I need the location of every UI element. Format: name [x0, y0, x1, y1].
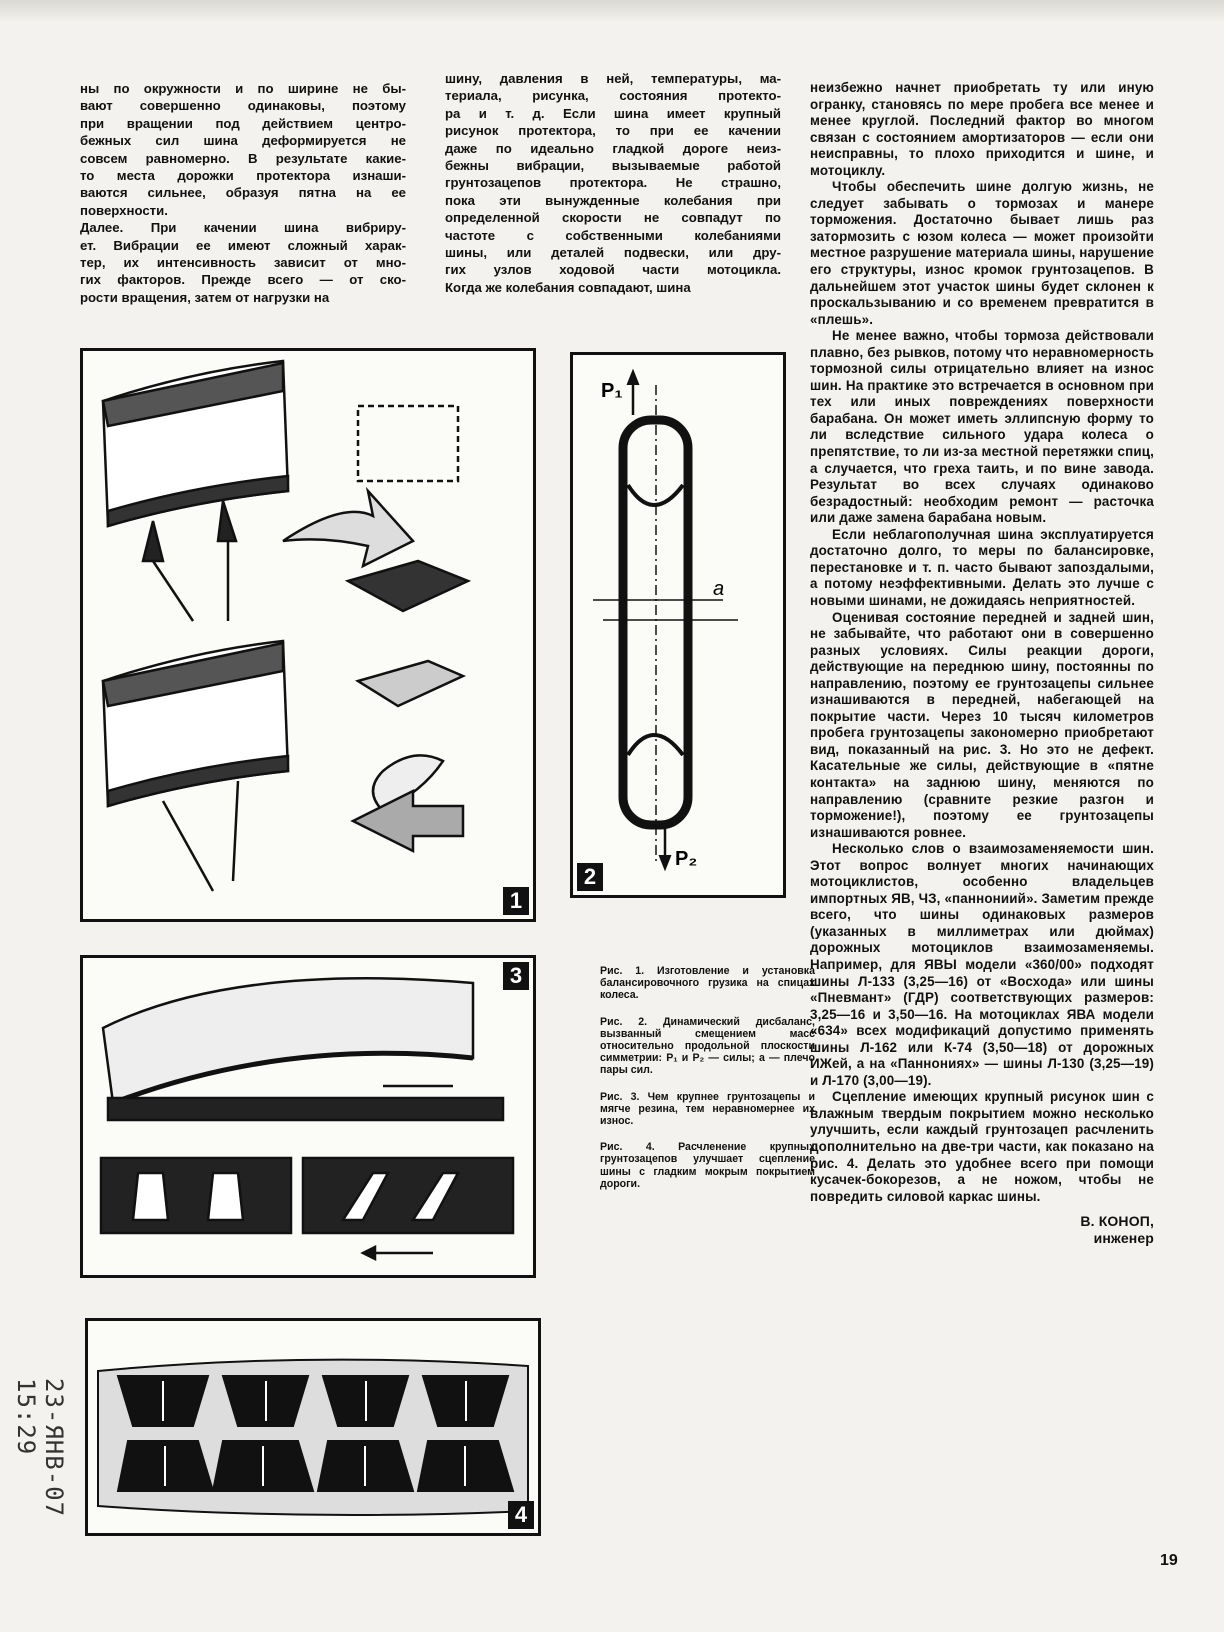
paragraph: Чтобы обеспечить шине долгую жизнь, не следует забывать о тормозах и манере торможения. Достаточно бывает лишь раз затормозить с юзом колеса — может произойти местное разрушение материала шины, нарушение его структуры, износ кромок грунтозацепов. В дальнейшем этот участок шины будет склонен к проскальзыванию и со временем превратится в «плешь». — [810, 179, 1154, 327]
figure-2 — [570, 352, 786, 898]
caption-fig-3: Рис. 3. Чем крупнее грунтозацепы и мягче резина, тем неравномернее их износ. — [600, 1090, 815, 1128]
figure-1 — [80, 348, 536, 922]
text-line: шины, или деталей подвески, или дру- — [445, 245, 781, 261]
text-line: грунтозацепов протектора. Не страшно, — [445, 175, 781, 191]
arm-a-label: a — [713, 578, 725, 600]
author-title: инженер — [1093, 1230, 1154, 1247]
text-line: ра и т. д. Если шина имеет крупный — [445, 105, 781, 121]
force-p1-label: P₁ — [601, 380, 623, 402]
text-line: рисунок протектора, то при ее качении — [445, 123, 781, 139]
caption-fig-2: Рис. 2. Динамический дисбаланс, вызванный смещением масс относительно продольной плоскости симметрии: P₁ и P₂ — силы; а — плечо пары сил. — [600, 1015, 815, 1077]
figure-4 — [85, 1318, 541, 1536]
text-line: даже по идеально гладкой дороге неиз- — [445, 140, 781, 156]
figure-1-drawing — [83, 351, 533, 919]
paragraph: Если неблагополучная шина эксплуатируется достаточно долго, то меры по балансировке, перестановке и т. п. часто бывают запоздалыми, а потому неэффективными. Делать это лучше с новыми шинами, не дожидаясь неприятностей. — [810, 526, 1154, 608]
date-stamp: 23-ЯНВ-07 15:29 — [12, 1378, 68, 1518]
figure-number: 1 — [503, 887, 529, 915]
text-line: тер, их интенсивность зависит от мно- — [80, 255, 406, 271]
text-column-1 — [80, 80, 406, 306]
figure-3-drawing — [83, 958, 533, 1275]
text-line: частоте с собственными колебаниями — [445, 227, 781, 243]
figure-4-drawing — [88, 1321, 538, 1533]
paragraph: Оценивая состояние передней и задней шин, не забывайте, что работают они в совершенно разных условиях. Силы реакции дороги, действующие на переднюю шину, постоянны по направлению, поэтому ее грунтозацепы сильнее изнашиваются в передней, набегающей на покрытие части. Через 10 тысяч километров пробега грунтозацепы закономерно приобретают вид, показанный на рис. 3. Но это не дефект. Касательные же силы, действующие в «пятне контакта» на заднюю шину, меняются по направлению (сравните резкие разгон и торможение!), поэтому ее грунтозацепы изнашиваются ровнее. — [810, 609, 1154, 840]
text-line: шину, давления в ней, температуры, ма- — [445, 71, 781, 86]
force-p2-label: P₂ — [675, 848, 698, 870]
figure-number: 4 — [508, 1501, 534, 1529]
text-line: гих узлов ходовой части мотоцикла. — [445, 262, 781, 278]
text-column-3 — [810, 80, 1154, 1247]
paragraph: Несколько слов о взаимозаменяемости шин. Этот вопрос волнует многих начинающих мотоциклистов, особенно владельцев импортных ЯВ, ЧЗ, «паннониий». Заметим прежде всего, что шины одинаковых размеров (указанных в миллиметрах или дюймах) дорожных мотоциклов взаимозаменяемы. Например, для ЯВЫ модели «360/00» подходят шины Л-133 (3,25—16) от «Восхода» или шины «Пневмант» (ГДР) соответствующих размеров: 3,25—16 и 3,50—16. На мотоциклах ЯВА модели «634» всех модификаций допустимо применять шины Л-162 или К-74 (3,50—18) от дорожных ИЖей, а на «Паннониях» — шины Л-130 (3,25—19) и Л-170 (3,00—19). — [810, 841, 1154, 1088]
caption-fig-1: Рис. 1. Изготовление и установка балансировочного грузика на спицах колеса. — [600, 965, 815, 1002]
text-line: ны по окружности и по ширине не бы- — [80, 81, 406, 96]
figure-3 — [80, 955, 536, 1278]
page-number: 19 — [1160, 1552, 1178, 1569]
figure-number: 3 — [503, 962, 529, 990]
caption-fig-4: Рис. 4. Расчленение крупных грунтозацепов улучшает сцепление шины с гладким мокрым покрытием дороги. — [600, 1141, 815, 1190]
text-line: вают совершенно одинаковы, поэтому — [80, 98, 406, 114]
text-line: рости вращения, затем от нагрузки на — [80, 289, 330, 305]
author-signature — [810, 1213, 1154, 1247]
figure-captions — [600, 965, 815, 1204]
text-line: то места дорожки протектора изнаши- — [80, 168, 406, 184]
text-line: бежных сил шина деформируется не — [80, 133, 406, 149]
text-line: поверхности. — [80, 202, 168, 218]
figure-2-drawing — [573, 355, 783, 895]
figure-number: 2 — [577, 863, 603, 891]
paragraph: неизбежно начнет приобретать ту или иную огранку, становясь по мере пробега все менее и менее круглой. Последний фактор во многом связан с состоянием амортизаторов — если они неисправны, то плохо приходится и шине, и мотоциклу. — [810, 80, 1154, 178]
text-line: ет. Вибрации ее имеют сложный харак- — [80, 237, 406, 253]
text-line: Далее. При качении шина вибриру- — [80, 220, 406, 236]
author-name: В. КОНОП, — [1080, 1213, 1154, 1230]
paragraph: Не менее важно, чтобы тормоза действовали плавно, без рывков, потому что неравномерность тормозной силы отрицательно влияет на износ шин. На практике это встречается в основном при тех или иных повреждениях поверхности барабана. Он может иметь эллипсную форму то ли вследствие сильного удара колеса о препятствие, то ли из-за местной перетяжки спиц, а случается, что греха таить, и по вине завода. Результат во всех случаях одинаково безрадостный: необходим ремонт — расточка или даже замена барабана новым. — [810, 328, 1154, 526]
text-line: бежны вибрации, вызываемые работой — [445, 158, 781, 174]
text-line: определенной скорости не совпадут по — [445, 210, 781, 226]
text-line: совсем равномерно. В результате какие- — [80, 150, 406, 166]
text-line: пока эти вынужденные колебания при — [445, 192, 781, 208]
text-line: гих факторов. Прежде всего — от ско- — [80, 272, 406, 288]
text-line: при вращении под действием центро- — [80, 115, 406, 131]
text-line: ваются сильнее, образуя пятна на ее — [80, 185, 406, 201]
text-line: Когда же колебания совпадают, шина — [445, 279, 691, 295]
paragraph: Сцепление имеющих крупный рисунок шин с влажным твердым покрытием можно несколько улучшить, если каждый грунтозацеп расчленить дополнительно на две-три части, как показано на рис. 4. Делать это удобнее всего при помощи кусачек-бокорезов, а не ножом, чтобы не повредить силовой каркас шины. — [810, 1089, 1154, 1204]
scan-top-edge — [0, 0, 1224, 22]
text-line: териала, рисунка, состояния протекто- — [445, 88, 781, 104]
text-column-2 — [445, 70, 781, 296]
